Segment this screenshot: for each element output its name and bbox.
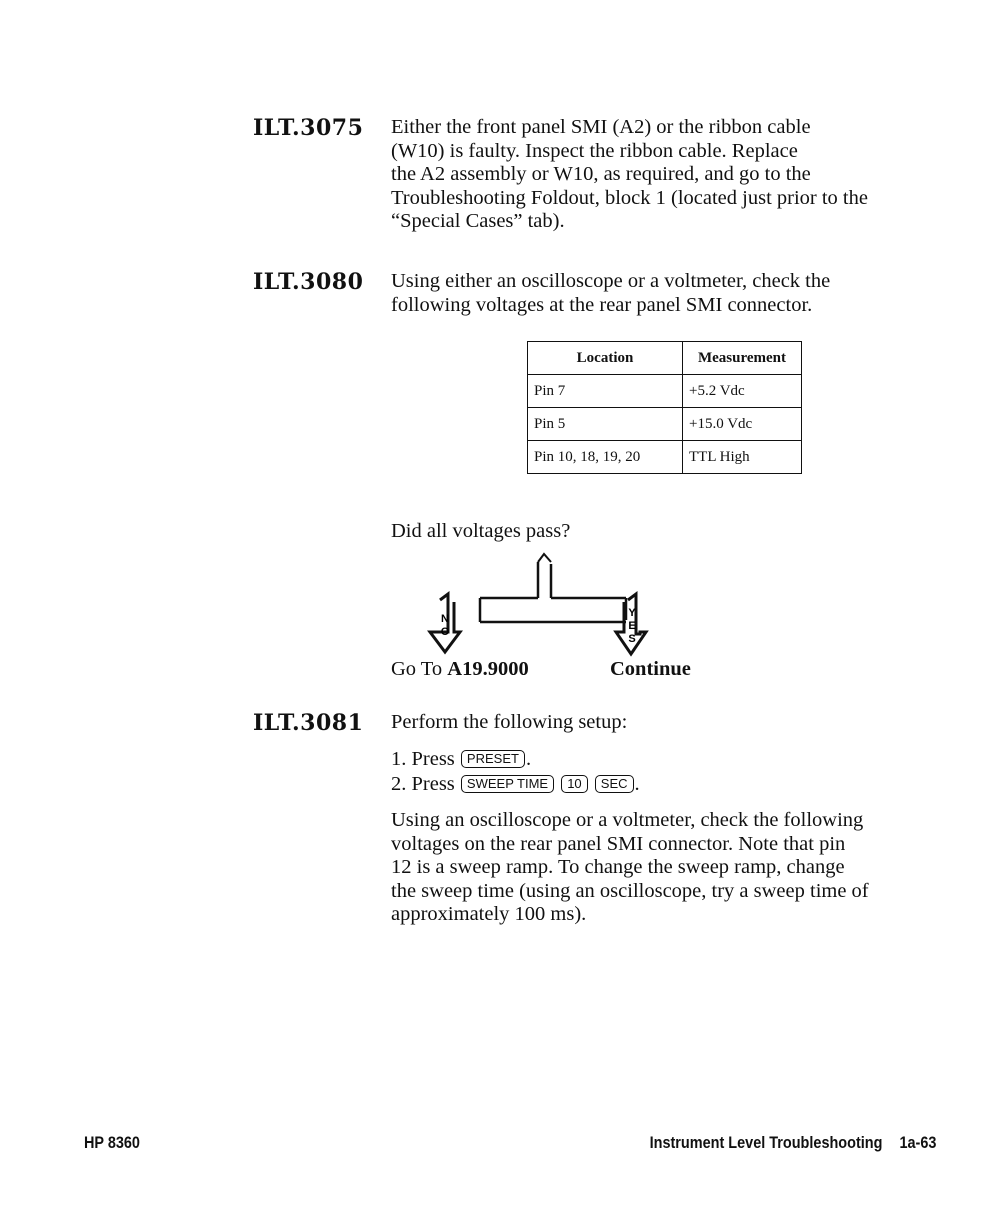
yes-letter: S xyxy=(628,633,636,645)
cell-measurement: TTL High xyxy=(683,441,802,474)
table-row xyxy=(528,408,802,441)
ten-key: 10 xyxy=(561,775,587,793)
text-line: voltages on the rear panel SMI connector. Note that pin xyxy=(391,832,846,855)
no-letter: O xyxy=(440,626,450,638)
footer-model: HP 8360 xyxy=(84,1133,140,1152)
preset-key: PRESET xyxy=(461,750,525,768)
step-period: . xyxy=(634,773,640,795)
column-header-location: Location xyxy=(528,342,683,375)
section-code-3075: ILT.3075 xyxy=(253,115,364,141)
text-line: Troubleshooting Foldout, block 1 (located just prior to the xyxy=(391,186,868,209)
text-line: the A2 assembly or W10, as required, and go to the xyxy=(391,163,811,185)
step-1 xyxy=(391,747,640,772)
table-row xyxy=(528,375,802,408)
table-row xyxy=(528,441,802,474)
goto-label xyxy=(391,658,529,681)
text-line: Using either an oscilloscope or a voltmeter, check the xyxy=(391,270,831,292)
text-line: 12 is a sweep ramp. To change the sweep ramp, change xyxy=(391,856,845,878)
step-prefix: 2. Press xyxy=(391,773,460,795)
cell-location: Pin 10, 18, 19, 20 xyxy=(528,441,683,474)
flow-top-connector xyxy=(538,562,551,598)
no-letter: N xyxy=(441,613,449,625)
sec-key: SEC xyxy=(595,775,634,793)
section-code-3081: ILT.3081 xyxy=(253,710,364,736)
section-3075-text xyxy=(391,116,868,234)
yes-letter: Y xyxy=(628,607,636,619)
step-2 xyxy=(391,772,640,797)
flow-top-corner xyxy=(538,554,551,562)
flow-bar xyxy=(480,598,626,622)
text-line: (W10) is faulty. Inspect the ribbon cable. Replace xyxy=(391,139,798,162)
step-period: . xyxy=(525,748,532,770)
sweep-time-key: SWEEP TIME xyxy=(461,775,554,793)
setup-intro: Perform the following setup: xyxy=(391,711,628,733)
table-header-row xyxy=(528,342,802,375)
section-3081-text xyxy=(391,809,869,927)
yes-letter: E xyxy=(628,620,636,632)
footer-chapter-title: Instrument Level Troubleshooting xyxy=(649,1133,883,1152)
text-line: following voltages at the rear panel SMI connector. xyxy=(391,293,813,316)
section-code-3080: ILT.3080 xyxy=(253,269,364,295)
question-text: Did all voltages pass? xyxy=(391,520,571,542)
text-line: Using an oscilloscope or a voltmeter, check the following xyxy=(391,809,864,831)
page-number: 1a-63 xyxy=(899,1133,936,1152)
voltage-table xyxy=(527,341,802,474)
cell-measurement: +15.0 Vdc xyxy=(683,408,802,441)
cell-location: Pin 7 xyxy=(528,375,683,408)
text-line: the sweep time (using an oscilloscope, try a sweep time of xyxy=(391,879,869,902)
goto-target: A19.9000 xyxy=(447,658,529,680)
decision-flow-diagram xyxy=(418,552,718,662)
continue-label: Continue xyxy=(610,658,691,680)
text-line: “Special Cases” tab). xyxy=(391,210,565,232)
text-line: Either the front panel SMI (A2) or the ribbon cable xyxy=(391,116,811,138)
cell-measurement: +5.2 Vdc xyxy=(683,375,802,408)
footer-chapter xyxy=(649,1133,936,1153)
setup-steps xyxy=(391,747,640,797)
step-prefix: 1. Press xyxy=(391,748,460,770)
cell-location: Pin 5 xyxy=(528,408,683,441)
section-3080-text xyxy=(391,270,830,317)
text-line: approximately 100 ms). xyxy=(391,903,587,925)
goto-prefix: Go To xyxy=(391,658,448,680)
column-header-measurement: Measurement xyxy=(683,342,802,375)
